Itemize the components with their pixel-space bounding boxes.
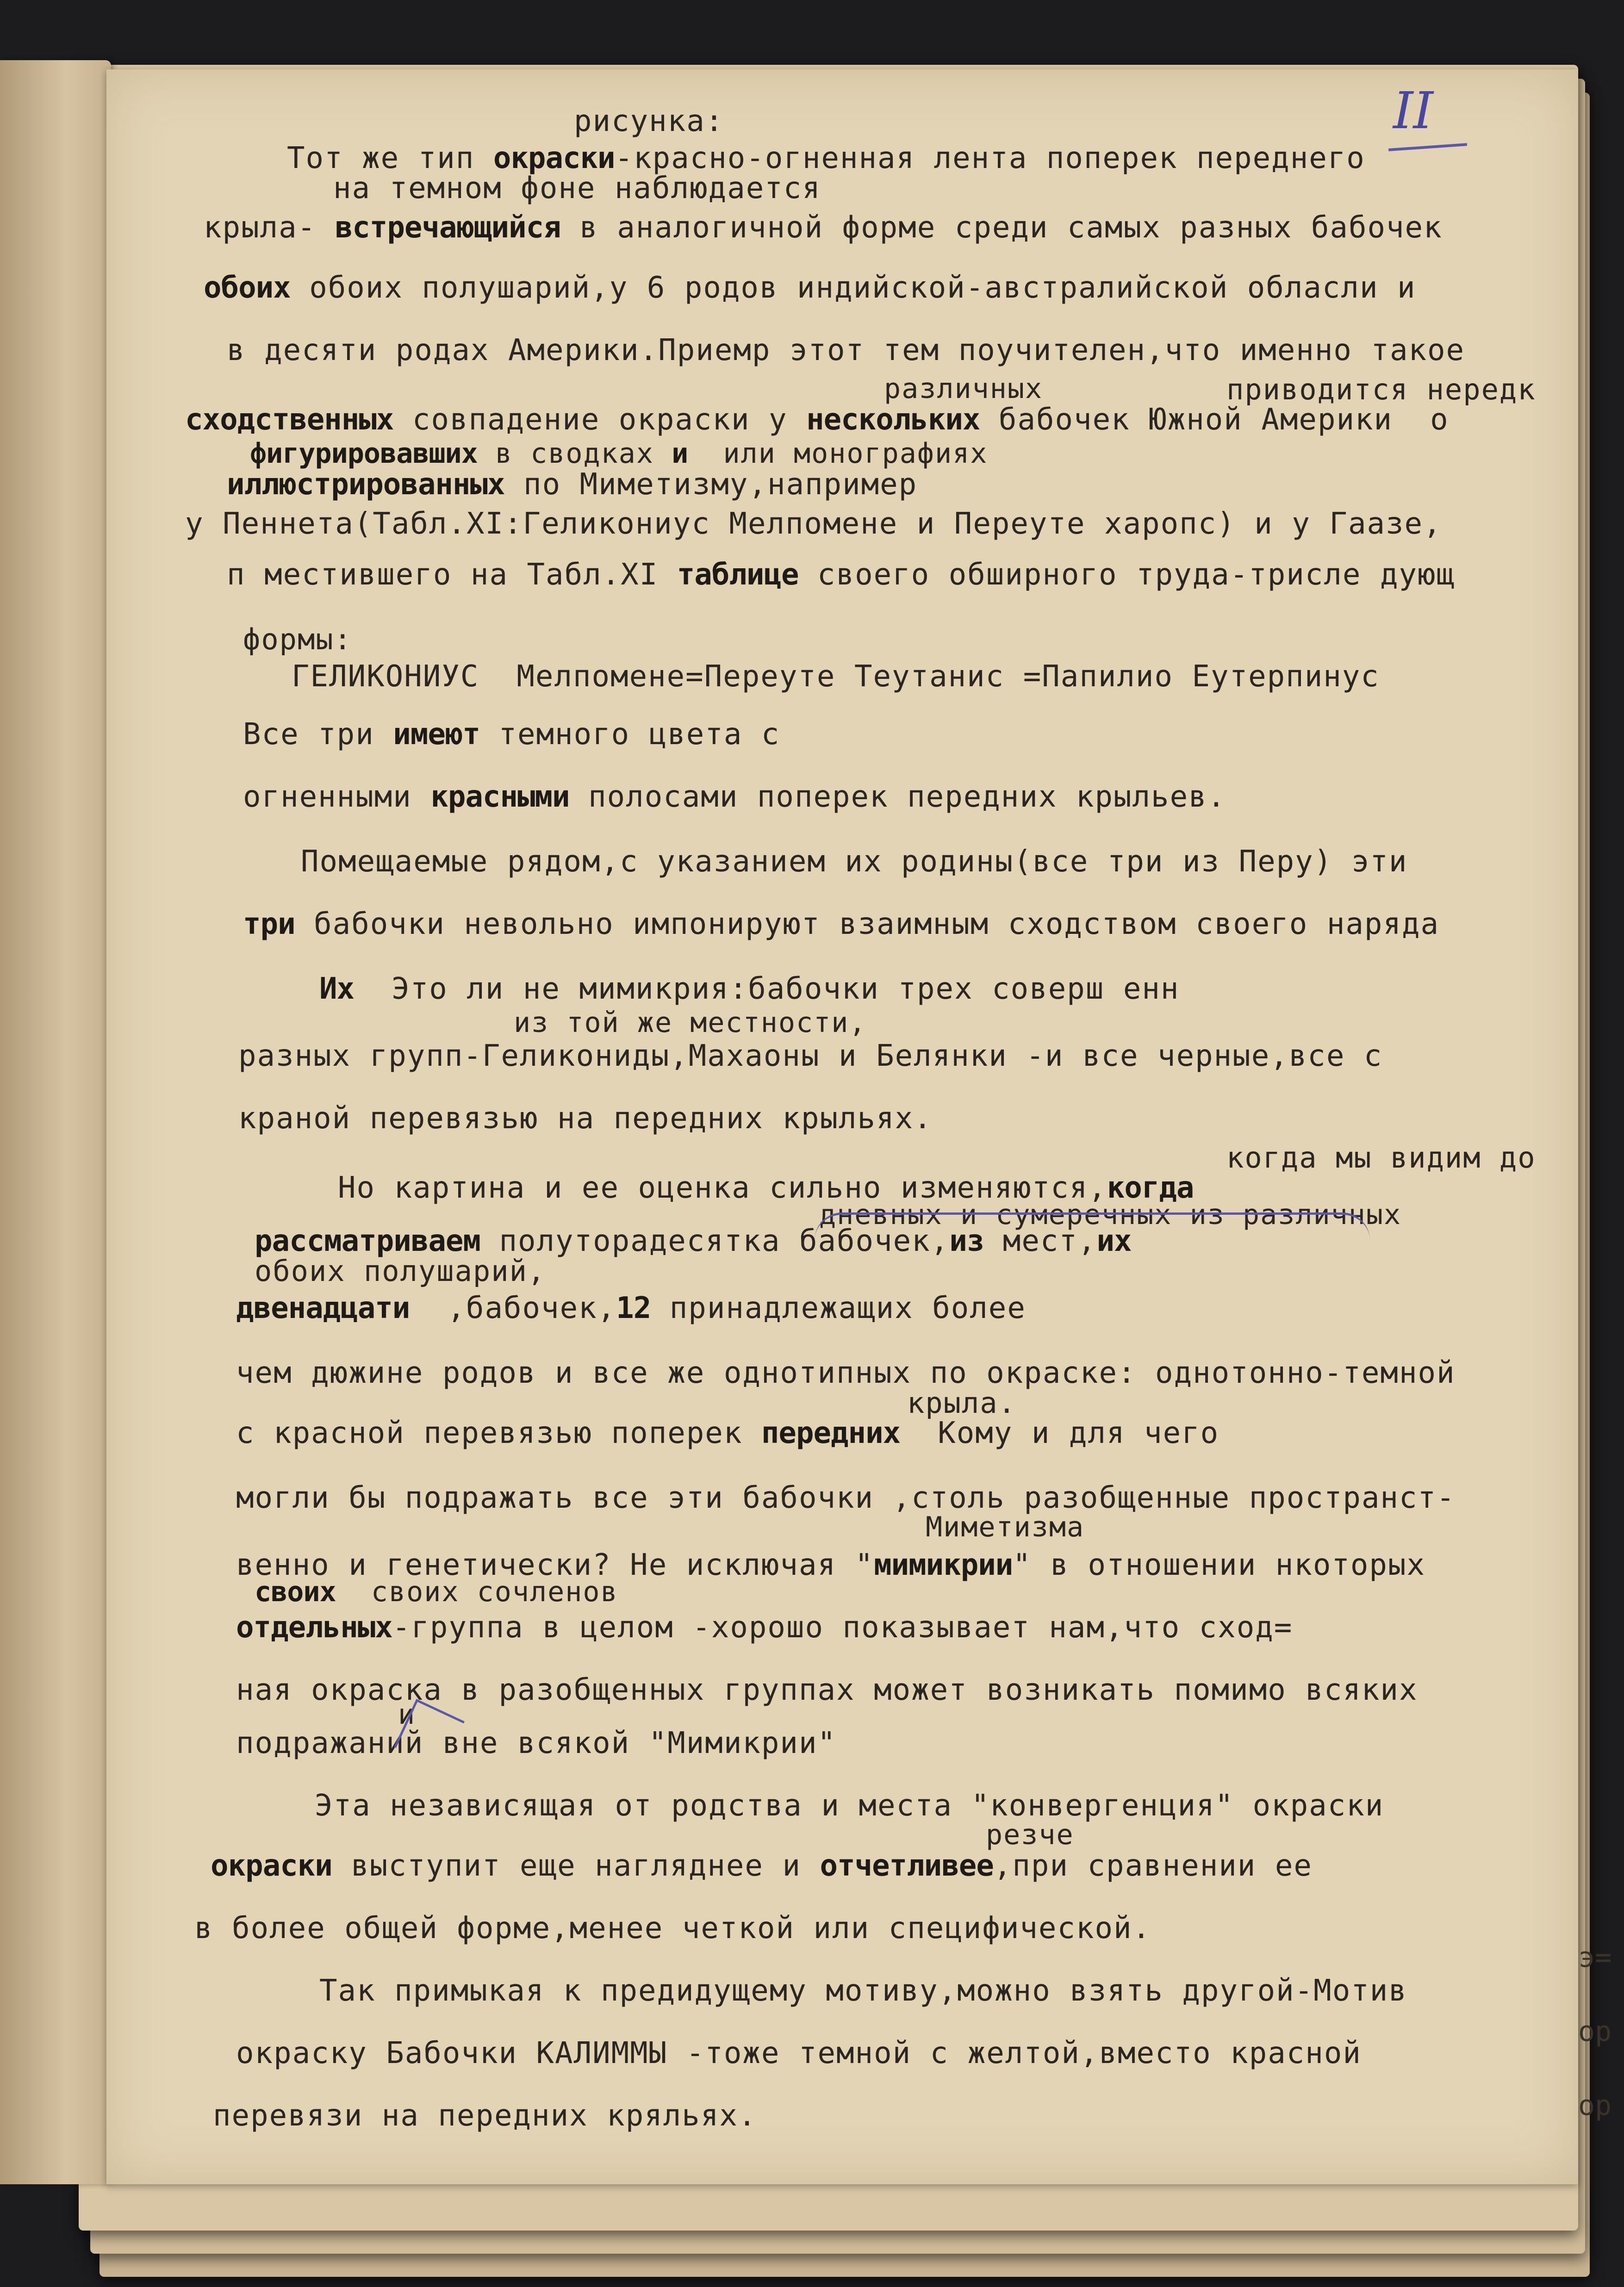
typed-text: ,бабочек,	[410, 1291, 616, 1325]
typed-line	[227, 558, 1455, 592]
typed-text: Тот же тип	[287, 141, 493, 175]
typed-line	[514, 1007, 866, 1039]
typed-text: дневных и сумеречных из различных	[819, 1199, 1402, 1231]
typed-text: в сводках	[477, 437, 672, 470]
typed-text: перевязи на передних кряльях.	[213, 2099, 757, 2133]
typed-text: в десяти родах Америки.Приемр этот тем поучителен,что именно такое	[227, 333, 1465, 367]
typed-line	[236, 1416, 1219, 1450]
typed-text: в аналогичной форме среди самых разных бабочек	[560, 211, 1443, 245]
typed-text: полосами поперек передних крыльев.	[569, 780, 1226, 814]
typed-text: различных	[884, 373, 1043, 405]
typed-line	[194, 1911, 1151, 1945]
typed-line	[574, 104, 724, 138]
typed-text: бабочки невольно импонируют взаимным сходством своего наряда	[295, 907, 1439, 941]
typed-text: Кому и для чего	[900, 1416, 1220, 1450]
struck-through-text: иллюстрированных	[227, 467, 505, 502]
typed-text: из той же местности,	[514, 1007, 867, 1039]
typed-text: ГЕЛИКОНИУС Мелпомене=Переуте Теутанис =Папилио Еутерпинус	[292, 659, 1380, 694]
side-fragment: ор	[1578, 2015, 1612, 2048]
typed-line	[1226, 1141, 1536, 1175]
typed-line	[255, 1254, 546, 1288]
typed-line	[211, 1849, 1313, 1883]
struck-through-text: встречающийся	[335, 211, 561, 245]
typed-text: рисунка:	[574, 104, 724, 138]
typed-line	[236, 1291, 1026, 1325]
typed-text: когда мы видим до	[1226, 1141, 1536, 1175]
typed-text: краной перевязью на передних крыльях.	[238, 1101, 933, 1136]
typed-text: Это ли не мимикрия:бабочки трех соверш енн	[354, 972, 1180, 1006]
typed-line	[238, 1039, 1382, 1073]
typed-text: Но картина и ее оценка сильно изменяются,	[338, 1171, 1107, 1205]
typed-line	[333, 171, 821, 205]
typed-line	[236, 1356, 1456, 1390]
typed-line	[227, 467, 917, 502]
struck-through-text: окраски	[493, 141, 615, 175]
typed-line	[1226, 373, 1536, 406]
typed-text: или монографиях	[688, 437, 988, 470]
struck-through-text: окраски	[211, 1849, 332, 1883]
typed-line	[204, 271, 1416, 305]
struck-through-text: рассматриваем	[255, 1224, 480, 1258]
typed-text: и	[398, 1698, 416, 1731]
typed-line	[243, 907, 1439, 941]
typed-text: разных групп-Геликониды,Махаоны и Белянки -и все черные,все с	[238, 1039, 1383, 1073]
typed-text: обоих полушарий,у 6 родов индийской-австралийской обласли и	[290, 271, 1416, 305]
struck-through-text: обоих	[204, 271, 291, 305]
struck-through-text: сходственных	[185, 403, 394, 437]
typed-line	[243, 780, 1226, 814]
typed-line	[185, 507, 1442, 541]
typed-text: у Пеннета(Табл.XI:Геликониус Мелпомене и Переуте харопс) и у Гаазе,	[185, 507, 1442, 541]
typed-text: полуторадесятка бабочек,	[480, 1224, 950, 1258]
struck-through-text: нескольких	[806, 403, 980, 437]
typed-text: совпадение окраски у	[393, 403, 807, 437]
typed-text: Эта независящая от родства и места "конвергенция" окраски	[315, 1789, 1384, 1823]
typed-text: с красной перевязью поперек	[236, 1416, 761, 1450]
typed-text: крыла.	[907, 1386, 1016, 1420]
typed-line	[204, 211, 1443, 245]
typed-text: чем дюжине родов и все же однотипных по окраске: однотонно-темной	[236, 1356, 1456, 1390]
typed-line	[292, 659, 1380, 694]
typed-line	[227, 333, 1465, 367]
side-fragment: ор	[1578, 2089, 1612, 2122]
struck-through-text: когда	[1107, 1171, 1194, 1205]
typed-text: бабочек Южной Америки о	[980, 403, 1449, 437]
typed-text: темного цвета с	[479, 717, 780, 752]
typed-text: своего обширного труда-трисле дующ	[798, 558, 1456, 592]
struck-through-text: отдельных	[236, 1610, 392, 1645]
typed-line	[236, 1610, 1293, 1645]
struck-through-text: из	[949, 1224, 984, 1258]
typed-text: " в отношении нкоторых	[1013, 1548, 1425, 1582]
typed-line	[301, 845, 1407, 879]
typed-line	[926, 1511, 1084, 1543]
typed-line	[255, 1576, 618, 1608]
typed-text: принадлежащих более	[651, 1291, 1026, 1325]
typed-text: подражаний вне всякой "Мимикрии"	[236, 1726, 836, 1760]
folder-binding	[0, 60, 111, 2184]
typed-text: по Миметизму,например	[504, 467, 918, 502]
typed-text: -группа в целом -хорошо показывает нам,что сход=	[392, 1610, 1293, 1645]
typed-text: своих сочленов	[336, 1576, 618, 1608]
typed-line	[236, 1726, 836, 1760]
typed-text: ная окраска в разобщенных группах может возникать помимо всяких	[236, 1673, 1418, 1707]
typed-text: выступит еще нагляднее и	[332, 1849, 820, 1883]
typed-line	[319, 1974, 1407, 2008]
typed-line	[986, 1819, 1074, 1851]
typed-text: окраску Бабочки КАЛИММЫ -тоже темной с желтой,вместо красной	[236, 2036, 1362, 2070]
typed-text: могли бы подражать все эти бабочки ,столь разобщенные пространст-	[236, 1481, 1456, 1515]
typed-text: венно и генетически? Не исключая "	[236, 1548, 874, 1582]
typed-text: Миметизма	[926, 1511, 1085, 1543]
struck-through-text: передних	[761, 1416, 901, 1450]
typed-line	[319, 972, 1179, 1006]
typed-text: обоих полушарий,	[255, 1254, 546, 1288]
struck-through-text: своих	[255, 1576, 336, 1608]
typed-text: огненными	[243, 780, 431, 814]
typed-text: -красно-огненная лента поперек переднего	[615, 141, 1365, 175]
typed-line	[315, 1789, 1384, 1823]
typed-text: резче	[986, 1819, 1074, 1851]
typed-line	[243, 622, 352, 656]
side-text-fragments	[1578, 1920, 1612, 2143]
typed-line	[213, 2099, 757, 2133]
typed-line	[250, 437, 988, 470]
struck-through-text: отчетливее	[820, 1849, 994, 1883]
typed-text: Все три	[243, 717, 393, 752]
typed-text: Помещаемые рядом,с указанием их родины(все три из Перу) эти	[301, 845, 1408, 879]
struck-through-text: их	[1096, 1224, 1132, 1258]
typed-text: ,при сравнении ее	[993, 1849, 1313, 1883]
struck-through-text: красными	[430, 780, 570, 814]
typed-line	[287, 141, 1365, 175]
typed-text: формы:	[243, 622, 352, 656]
typed-text: приводится нередк	[1226, 373, 1536, 406]
struck-through-text: мимикрии	[874, 1548, 1013, 1582]
page-number: II	[1393, 81, 1433, 140]
typed-text: крыла-	[204, 211, 335, 245]
typed-line	[236, 1481, 1456, 1515]
typed-text: п местившего на Табл.XI	[227, 558, 677, 592]
struck-through-text: фигурировавших	[250, 437, 478, 470]
typed-line	[243, 717, 780, 752]
struck-through-text: и	[672, 437, 688, 470]
typed-line	[238, 1101, 933, 1136]
struck-through-text: Их	[319, 972, 355, 1006]
typed-line	[236, 2036, 1362, 2070]
typed-line	[907, 1386, 1016, 1420]
struck-through-text: таблице	[677, 558, 799, 592]
typed-text: на темном фоне наблюдается	[333, 171, 821, 205]
struck-through-text: имеют	[393, 717, 480, 752]
typed-text: мест,	[984, 1224, 1097, 1258]
ink-bracket-stroke	[815, 1212, 1370, 1243]
struck-through-text: три	[243, 907, 295, 941]
typed-text: в более общей форме,менее четкой или специфической.	[194, 1911, 1151, 1945]
struck-through-text: двенадцати	[236, 1291, 410, 1325]
side-fragment: э=	[1578, 1941, 1612, 1974]
struck-through-text: 12	[616, 1291, 651, 1325]
typed-line	[185, 403, 1449, 437]
typed-text: Так примыкая к предидущему мотиву,можно взять другой-Мотив	[319, 1974, 1407, 2008]
typed-line	[884, 373, 1043, 405]
